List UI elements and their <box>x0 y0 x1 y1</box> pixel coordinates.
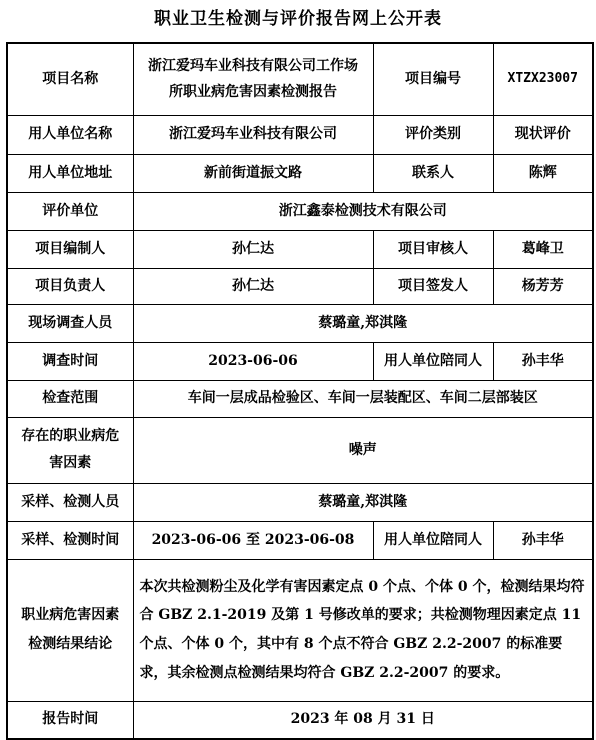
table-row <box>7 43 593 115</box>
conclusion-label: 职业病危害因素检测结果结论 <box>7 559 133 701</box>
table-row <box>7 154 593 192</box>
eval-unit-label: 评价单位 <box>7 192 133 230</box>
address-value: 新前街道振文路 <box>133 154 373 192</box>
conclusion-value: 本次共检测粉尘及化学有害因素定点 0 个点、个体 0 个，检测结果均符合 GBZ 2.1-2019 及第 1 号修改单的要求；共检测物理因素定点 11 个点、个体 0 个，其中有 8 个点不符合 GBZ 2.2-2007 的标准要求，其余检测点检测结果均符合 GBZ 2.2-2007 的要求。 <box>133 559 593 701</box>
hazards-label: 存在的职业病危害因素 <box>7 417 133 483</box>
survey-escort-label: 用人单位陪同人 <box>373 342 493 380</box>
table-row <box>7 230 593 268</box>
report-time-label: 报告时间 <box>7 701 133 739</box>
survey-time-value: 2023-06-06 <box>133 342 373 380</box>
table-row <box>7 701 593 739</box>
table-row <box>7 417 593 483</box>
survey-time-label: 调查时间 <box>7 342 133 380</box>
sampling-time-label: 采样、检测时间 <box>7 521 133 559</box>
table-row <box>7 342 593 380</box>
table-row <box>7 192 593 230</box>
leader-label: 项目负责人 <box>7 268 133 304</box>
project-number-value: XTZX23007 <box>493 43 593 115</box>
contact-value: 陈辉 <box>493 154 593 192</box>
hazards-value: 噪声 <box>133 417 593 483</box>
table-row <box>7 380 593 417</box>
compiler-label: 项目编制人 <box>7 230 133 268</box>
table-row <box>7 483 593 521</box>
reviewer-label: 项目审核人 <box>373 230 493 268</box>
project-name-value: 浙江爱玛车业科技有限公司工作场所职业病危害因素检测报告 <box>133 43 373 115</box>
sampling-time-value: 2023-06-06 至 2023-06-08 <box>133 521 373 559</box>
reviewer-value: 葛峰卫 <box>493 230 593 268</box>
eval-type-label: 评价类别 <box>373 115 493 154</box>
survey-staff-label: 现场调查人员 <box>7 304 133 342</box>
scope-label: 检查范围 <box>7 380 133 417</box>
table-row <box>7 521 593 559</box>
table-row <box>7 559 593 701</box>
address-label: 用人单位地址 <box>7 154 133 192</box>
project-name-label: 项目名称 <box>7 43 133 115</box>
survey-staff-value: 蔡璐童,郑淇隆 <box>133 304 593 342</box>
sampling-staff-label: 采样、检测人员 <box>7 483 133 521</box>
sampling-escort-label: 用人单位陪同人 <box>373 521 493 559</box>
employer-label: 用人单位名称 <box>7 115 133 154</box>
signer-label: 项目签发人 <box>373 268 493 304</box>
page-title: 职业卫生检测与评价报告网上公开表 <box>154 9 442 29</box>
table-row <box>7 304 593 342</box>
report-time-value: 2023 年 08 月 31 日 <box>133 701 593 739</box>
signer-value: 杨芳芳 <box>493 268 593 304</box>
table-row <box>7 115 593 154</box>
eval-unit-value: 浙江鑫泰检测技术有限公司 <box>133 192 593 230</box>
scope-value: 车间一层成品检验区、车间一层装配区、车间二层部装区 <box>133 380 593 417</box>
employer-value: 浙江爱玛车业科技有限公司 <box>133 115 373 154</box>
disclosure-table <box>6 42 594 740</box>
survey-escort-value: 孙丰华 <box>493 342 593 380</box>
table-row <box>7 268 593 304</box>
sampling-escort-value: 孙丰华 <box>493 521 593 559</box>
sampling-staff-value: 蔡璐童,郑淇隆 <box>133 483 593 521</box>
project-number-label: 项目编号 <box>373 43 493 115</box>
compiler-value: 孙仁达 <box>133 230 373 268</box>
eval-type-value: 现状评价 <box>493 115 593 154</box>
contact-label: 联系人 <box>373 154 493 192</box>
leader-value: 孙仁达 <box>133 268 373 304</box>
